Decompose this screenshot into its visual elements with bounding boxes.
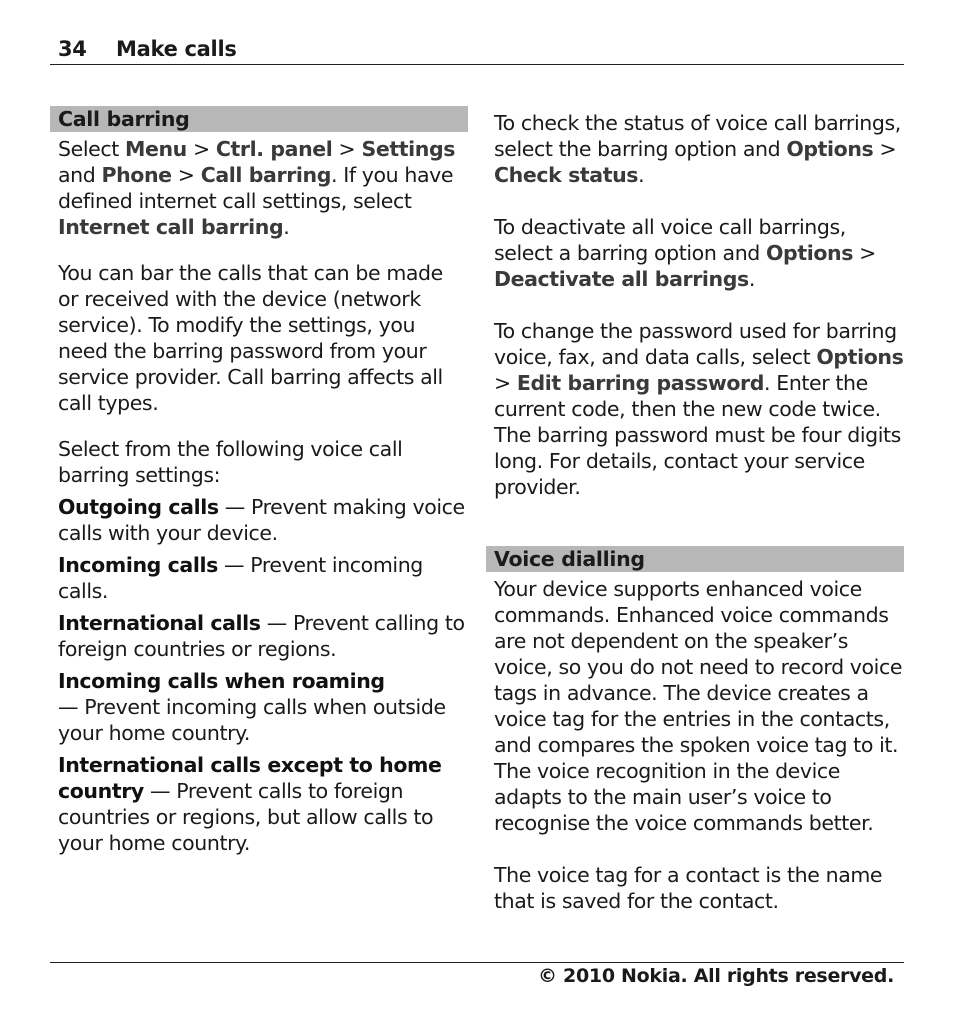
option-desc: — Prevent calling to foreign countries or regions. bbox=[58, 611, 465, 661]
password-text-2: . Enter the current code, then the new code twice. The barring password must be four digits long. For details, contact your service provider. bbox=[494, 371, 901, 499]
ui-options: Options bbox=[786, 137, 874, 161]
right-column bbox=[486, 110, 904, 914]
check-text-1: To check the status of voice call barrings, select the barring option and bbox=[494, 111, 901, 161]
option-term: Outgoing calls bbox=[58, 495, 219, 519]
deactivate-para bbox=[486, 214, 904, 292]
ui-internet-call-barring: Internet call barring bbox=[58, 215, 284, 239]
ui-check-status: Check status bbox=[494, 163, 639, 187]
ui-phone: Phone bbox=[101, 163, 172, 187]
intro-text-2: and bbox=[58, 163, 102, 187]
intro-text-3: . If you have defined internet call settings, select bbox=[58, 163, 454, 213]
page-number: 34 bbox=[58, 37, 87, 61]
password-para bbox=[486, 318, 904, 500]
left-column bbox=[50, 106, 468, 856]
option-term: International calls bbox=[58, 611, 261, 635]
option-desc: — Prevent calls to foreign countries or regions, but allow calls to your home country. bbox=[58, 779, 434, 855]
page-header bbox=[50, 34, 904, 65]
option-term: Incoming calls when roaming bbox=[58, 669, 385, 693]
deactivate-text-2: . bbox=[748, 267, 755, 291]
option-incoming-roaming bbox=[50, 668, 468, 746]
intro-sep-2: > bbox=[332, 137, 362, 161]
call-barring-para-2: You can bar the calls that can be made or received with the device (network service). To modify the settings, you need the barring password from your service provider. Call barring affects all call types. bbox=[58, 261, 443, 415]
option-incoming-calls bbox=[50, 552, 468, 604]
intro-text-4: . bbox=[283, 215, 290, 239]
page-footer bbox=[50, 962, 904, 987]
voice-dialling-para-2: The voice tag for a contact is the name that is saved for the contact. bbox=[494, 863, 883, 913]
intro-text-1: Select bbox=[58, 137, 125, 161]
option-term: International calls except to home country bbox=[58, 753, 442, 803]
voice-dialling-para-1: Your device supports enhanced voice commands. Enhanced voice commands are not dependent on the speaker’s voice, so you do not need to record voice tags in advance. The device creates a voice tag for the entries in the contacts, and compares the spoken voice tag to it. The voice recognition in the device adapts to the main user’s voice to recognise the voice commands better. bbox=[494, 577, 903, 835]
call-barring-para-3: Select from the following voice call barring settings: bbox=[58, 437, 403, 487]
section-heading-call-barring: Call barring bbox=[50, 106, 468, 132]
password-sep: > bbox=[494, 371, 517, 395]
option-desc: — Prevent making voice calls with your device. bbox=[58, 495, 465, 545]
ui-options: Options bbox=[766, 241, 854, 265]
intro-sep-3: > bbox=[171, 163, 201, 187]
ui-menu: Menu bbox=[124, 137, 187, 161]
ui-ctrl-panel: Ctrl. panel bbox=[215, 137, 333, 161]
ui-edit-barring-password: Edit barring password bbox=[516, 371, 765, 395]
ui-call-barring: Call barring bbox=[200, 163, 331, 187]
check-text-2: . bbox=[638, 163, 645, 187]
check-sep: > bbox=[873, 137, 897, 161]
option-international-except-home bbox=[50, 752, 468, 856]
section-heading-voice-dialling: Voice dialling bbox=[486, 546, 904, 572]
copyright: © 2010 Nokia. All rights reserved. bbox=[538, 965, 894, 987]
password-text-1: To change the password used for barring voice, fax, and data calls, select bbox=[494, 319, 897, 369]
deactivate-text-1: To deactivate all voice call barrings, select a barring option and bbox=[494, 215, 846, 265]
option-term: Incoming calls bbox=[58, 553, 218, 577]
ui-deactivate-all-barrings: Deactivate all barrings bbox=[494, 267, 749, 291]
ui-settings: Settings bbox=[361, 137, 456, 161]
option-outgoing-calls bbox=[50, 494, 468, 546]
ui-options: Options bbox=[816, 345, 904, 369]
chapter-title: Make calls bbox=[116, 37, 237, 61]
option-international-calls bbox=[50, 610, 468, 662]
call-barring-intro bbox=[50, 136, 468, 240]
intro-sep-1: > bbox=[186, 137, 216, 161]
option-desc: — Prevent incoming calls when outside your home country. bbox=[58, 695, 446, 745]
check-status-para bbox=[486, 110, 904, 188]
option-desc: — Prevent incoming calls. bbox=[58, 553, 423, 603]
deactivate-sep: > bbox=[853, 241, 876, 265]
